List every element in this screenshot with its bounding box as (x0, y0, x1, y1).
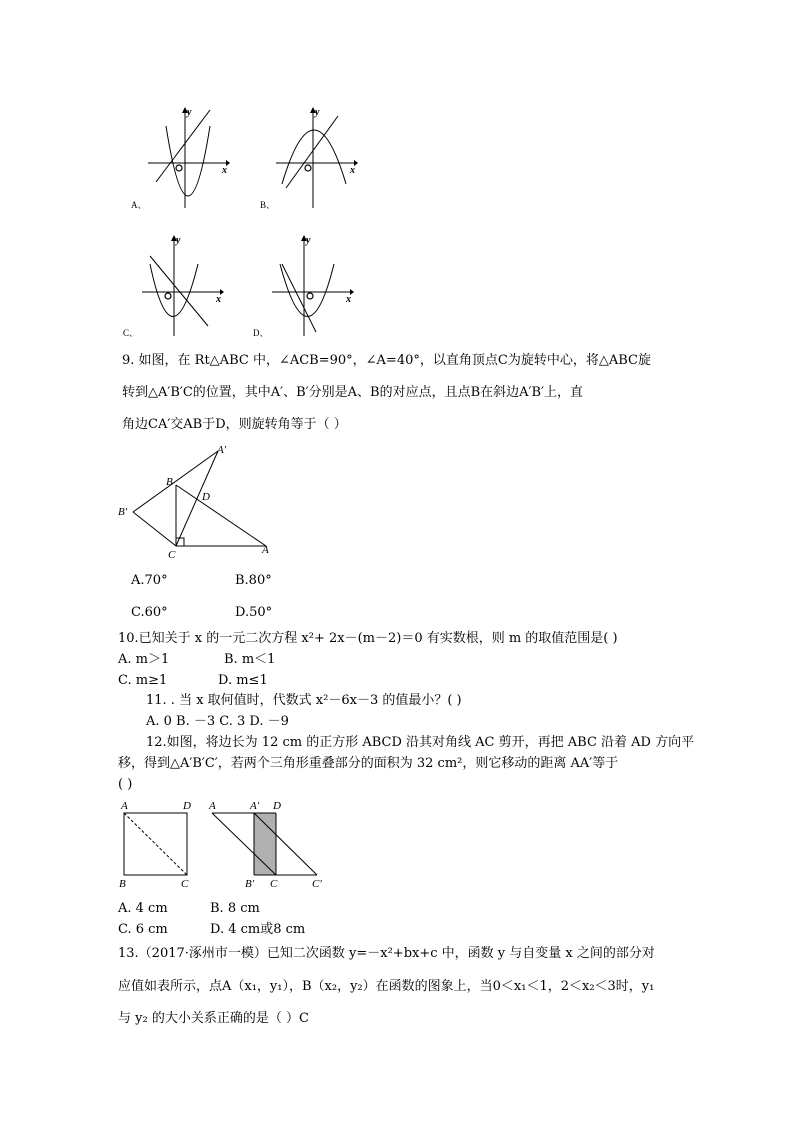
q12-option-c: C. 6 cm (118, 922, 168, 937)
q8-option-a-letter: A、 (131, 200, 147, 210)
origin-mark (305, 165, 311, 171)
q9-line-2: 转到△A′B′C的位置，其中A′、B′分别是A、B的对应点，且点B在斜边A′B′上，直 (122, 385, 583, 400)
line (156, 110, 210, 182)
label-c-prime: C′ (312, 878, 322, 890)
line (150, 256, 208, 326)
graph-a-svg (148, 106, 230, 208)
label-c: C (181, 878, 189, 890)
q8-graph-b (276, 106, 358, 208)
q8-option-d-letter: D、 (253, 328, 269, 338)
origin-mark (176, 165, 182, 171)
y-label: y (187, 107, 192, 118)
q8-graph-a (148, 106, 230, 208)
q12-option-a: A. 4 cm (118, 901, 168, 916)
q8-graph-d (272, 234, 354, 336)
q9-option-c: C.60° (131, 605, 168, 620)
q11-options: A. 0 B. －3 C. 3 D. －9 (146, 714, 289, 729)
q9-option-b: B.80° (235, 573, 272, 588)
graph-b-svg (276, 106, 358, 208)
label-a-prime: A′ (250, 800, 260, 812)
square-translation-diagram (114, 798, 334, 892)
q12-option-b: B. 8 cm (210, 901, 260, 916)
q13-line-3: 与 y₂ 的大小关系正确的是（ ）C (118, 1011, 309, 1026)
label-b-prime: B′ (118, 506, 128, 518)
q9-figure (116, 442, 286, 560)
y-label: y (306, 235, 311, 246)
graph-d-svg (272, 234, 354, 336)
x-label: x (222, 165, 227, 176)
label-b-prime: B′ (245, 878, 255, 890)
q10-option-a: A. m＞1 (118, 652, 170, 667)
q8-option-b-letter: B、 (260, 200, 276, 210)
q12-line-1: 12.如图，将边长为 12 cm 的正方形 ABCD 沿其对角线 AC 剪开，再把 ABC 沿着 AD 方向平 (146, 735, 695, 750)
segment-b-prime-c (133, 512, 176, 546)
label-a: A (262, 544, 269, 556)
label-b: B (166, 476, 173, 488)
origin-mark (307, 293, 313, 299)
label-a: A (121, 800, 128, 812)
q12-option-d: D. 4 cm或8 cm (210, 922, 306, 937)
label-d: D (202, 491, 210, 503)
q12-line-3: ( ) (118, 777, 133, 792)
parabola (280, 264, 334, 317)
q8-option-c-letter: C、 (123, 328, 139, 338)
q9-line-1: 9. 如图，在 Rt△ABC 中，∠ACB=90°，∠A=40°，以直角顶点C为旋转中心，将△ABC旋 (122, 353, 651, 368)
parabola (282, 130, 346, 184)
x-label: x (350, 165, 355, 176)
y-label: y (176, 235, 181, 246)
q9-option-d: D.50° (235, 605, 273, 620)
q10-stem: 10.已知关于 x 的一元二次方程 x²+ 2x－(m－2)＝0 有实数根，则 m 的取值范围是( ) (118, 631, 618, 646)
label-c: C (168, 549, 176, 560)
q10-option-c: C. m≥1 (118, 673, 168, 688)
q10-option-b: B. m＜1 (224, 652, 276, 667)
label-d: D (183, 800, 191, 812)
x-label: x (216, 294, 221, 305)
graph-c-svg (142, 234, 224, 336)
q13-line-1: 13.（2017·涿州市一模）已知二次函数 y=－x²+bx+c 中，函数 y 与自变量 x 之间的部分对 (118, 946, 655, 961)
q9-line-3: 角边CA′交AB于D，则旋转角等于（ ） (122, 417, 347, 432)
q8-graph-c (142, 234, 224, 336)
label-a-2: A (209, 800, 216, 812)
label-c-2: C (270, 878, 278, 890)
q13-line-2: 应值如表所示，点A（x₁，y₁），B（x₂，y₂）在函数的图象上，当0＜x₁＜1，2＜x₂＜3时，y₁ (118, 979, 655, 994)
q11-stem: 11. . 当 x 取何值时，代数式 x²－6x－3 的值最小？( ) (146, 693, 462, 708)
label-b: B (119, 878, 126, 890)
origin-mark (165, 293, 171, 299)
label-d-2: D (273, 800, 281, 812)
y-label: y (315, 107, 320, 118)
segment-c-a-prime (176, 451, 218, 546)
q9-option-a: A.70° (131, 573, 168, 588)
q12-figure (114, 798, 334, 892)
diagonal-ac (124, 813, 187, 875)
q10-option-d: D. m≤1 (218, 673, 268, 688)
right-angle-mark (176, 538, 184, 546)
q12-line-2: 移，得到△A′B′C′，若两个三角形重叠部分的面积为 32 cm²，则它移动的距离 AA′等于 (118, 756, 619, 771)
x-label: x (346, 294, 351, 305)
line (282, 264, 316, 332)
parabola (166, 126, 210, 196)
rotation-triangle-diagram (116, 442, 286, 560)
label-a-prime: A′ (217, 444, 227, 456)
